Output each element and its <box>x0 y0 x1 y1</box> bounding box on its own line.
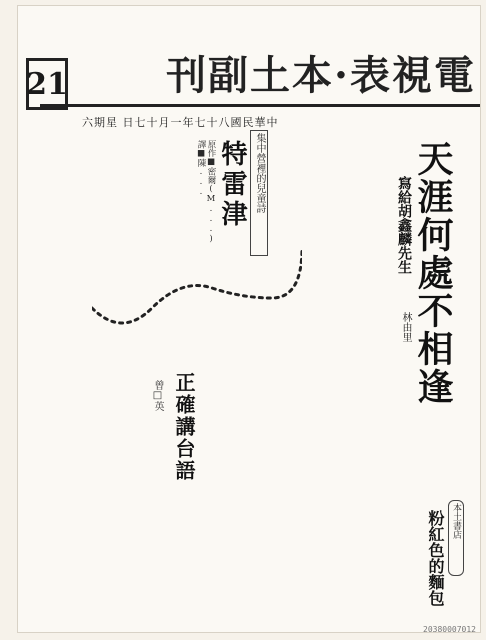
archive-stamp: 20380007012 <box>423 625 476 634</box>
poem-title: 特雷津 <box>217 140 247 230</box>
main-article-author: 林由里 <box>400 312 411 342</box>
dateline: 六期星 日七十月一年七十八國民華中 <box>82 116 279 129</box>
poem-series-box: 集中營裡的兒童詩 <box>250 130 268 256</box>
books-title: 粉紅色的麵包 <box>426 510 445 606</box>
dotted-wave-decoration <box>92 228 302 348</box>
poem-credit: 原作■密爾(M...) 譯■陳... <box>196 140 216 244</box>
taiyu-author: 曾□英 <box>152 380 163 411</box>
main-article-title: 天涯何處不相逢 <box>412 140 454 406</box>
main-article-subtitle: 寫給胡鑫麟先生 <box>396 176 412 274</box>
masthead-title: 刊副土本·表視電 <box>166 52 476 99</box>
books-section-box: 本土書店 <box>448 500 464 576</box>
masthead-rule <box>40 104 480 107</box>
taiyu-title: 正確講台語 <box>172 372 196 482</box>
page-number: 21 <box>26 58 68 110</box>
